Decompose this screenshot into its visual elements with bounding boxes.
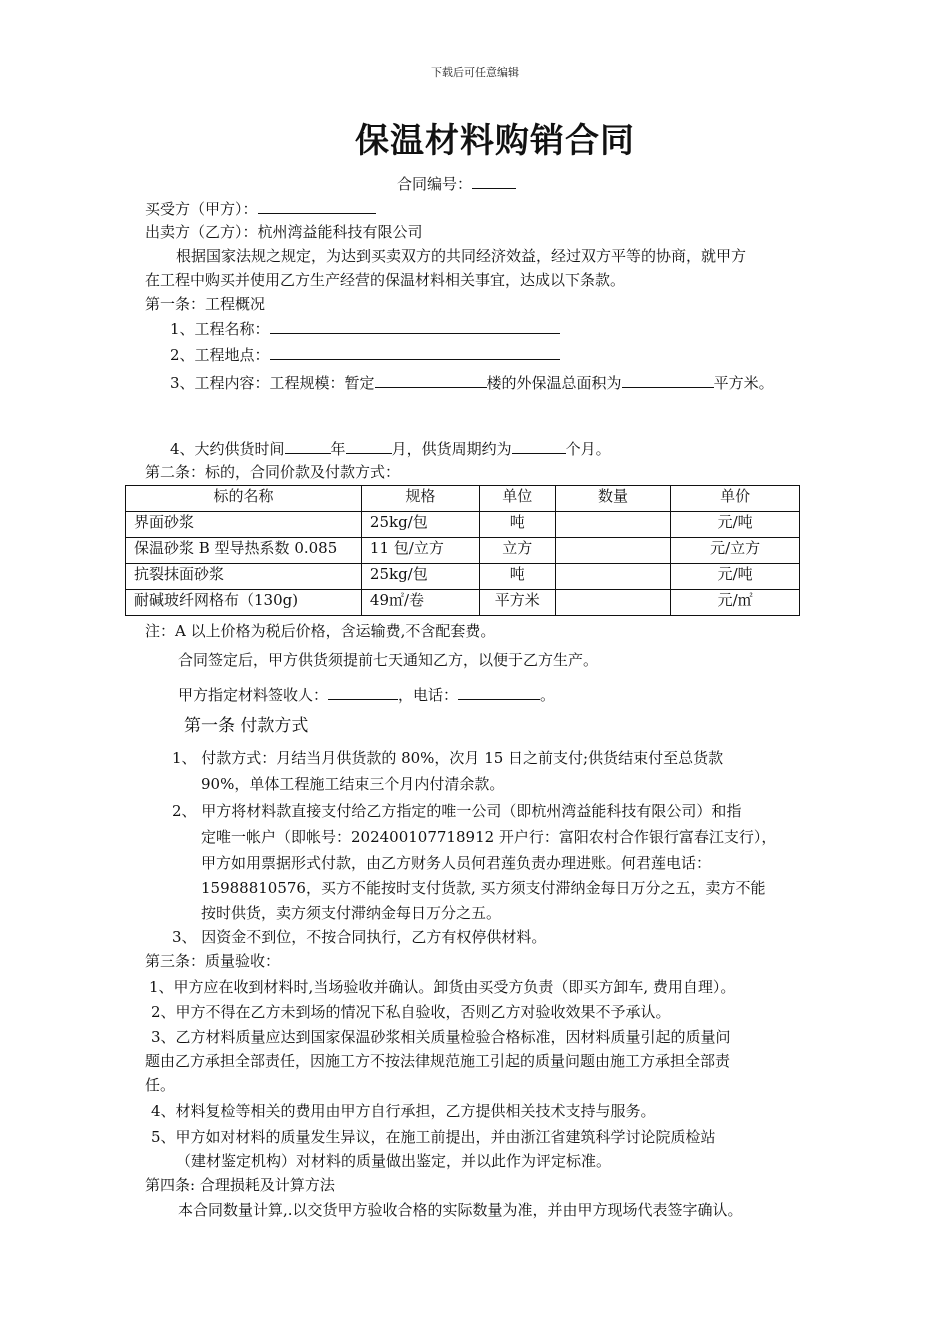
payment-1-line-1: 1、 付款方式：月结当月供货款的 80%，次月 15 日之前支付;供货结束付至总货款	[172, 749, 724, 767]
row-spec: 11 包/立方	[361, 538, 479, 564]
phone-label: ，电话：	[398, 686, 459, 704]
row-unit: 立方	[479, 538, 555, 564]
project-content-line	[170, 372, 774, 393]
table-row	[126, 538, 800, 564]
preamble-line-2: 在工程中购买并使用乙方生产经营的保温材料相关事宜，达成以下条款。	[145, 271, 626, 289]
header-qty: 数量	[555, 486, 671, 512]
table-row	[126, 512, 800, 538]
row-spec: 49㎡/卷	[361, 590, 479, 616]
quality-item-5-line-2: （建材鉴定机构）对材料的质量做出鉴定，并以此作为评定标准。	[176, 1152, 612, 1170]
preamble-line-1: 根据国家法规之规定，为达到买卖双方的共同经济效益，经过双方平等的协商，就甲方	[176, 247, 747, 265]
project-name-blank	[270, 318, 560, 334]
supply-time-line	[170, 438, 611, 459]
project-name-line	[170, 318, 560, 339]
article-4-title: 第四条: 合理损耗及计算方法	[145, 1176, 335, 1194]
article-2-title: 第二条：标的，合同价款及付款方式：	[145, 463, 401, 481]
project-name-label: 1、工程名称：	[170, 320, 270, 338]
month-blank	[346, 438, 392, 454]
price-note: 注：A 以上价格为税后价格，含运输费,不含配套费。	[145, 622, 496, 640]
quality-item-3-line-1: 3、乙方材料质量应达到国家保温砂浆相关质量检验合格标准，因材料质量引起的质量问	[151, 1028, 731, 1046]
project-content-label: 3、工程内容：工程规模：暂定	[170, 374, 375, 392]
year-label: 年	[330, 440, 346, 458]
row-name: 界面砂浆	[126, 512, 362, 538]
receiver-end: 。	[540, 686, 556, 704]
supply-cycle-label: 月，供货周期约为	[391, 440, 512, 458]
row-price: 元/立方	[671, 538, 800, 564]
phone-blank	[458, 684, 540, 700]
row-unit: 吨	[479, 564, 555, 590]
header-note: 下载后可任意编辑	[431, 66, 519, 79]
receiver-line	[178, 684, 555, 705]
row-qty	[555, 564, 671, 590]
article-4-body: 本合同数量计算,.以交货甲方验收合格的实际数量为准，并由甲方现场代表签字确认。	[178, 1201, 743, 1219]
year-blank	[285, 438, 331, 454]
goods-table	[125, 485, 800, 616]
row-price: 元/㎡	[671, 590, 800, 616]
page-title: 保温材料购销合同	[355, 121, 635, 161]
header-price: 单价	[671, 486, 800, 512]
payment-2-line-3: 甲方如用票据形式付款，由乙方财务人员何君莲负责办理进账。何君莲电话：	[201, 854, 712, 872]
row-unit: 吨	[479, 512, 555, 538]
project-content-mid: 楼的外保温总面积为	[486, 374, 622, 392]
quality-item-3-line-3: 任。	[145, 1076, 176, 1094]
row-price: 元/吨	[671, 512, 800, 538]
building-blank	[375, 372, 487, 388]
row-qty	[555, 538, 671, 564]
payment-1-line-2: 90%，单体工程施工结束三个月内付清余款。	[201, 775, 505, 793]
project-location-blank	[270, 344, 560, 360]
area-blank	[622, 372, 714, 388]
row-name: 抗裂抹面砂浆	[126, 564, 362, 590]
quality-item-5-line-1: 5、甲方如对材料的质量发生异议，在施工前提出，并由浙江省建筑科学讨论院质检站	[151, 1128, 716, 1146]
payment-title: 第一条 付款方式	[184, 716, 309, 736]
cycle-blank	[512, 438, 566, 454]
payment-2-line-2: 定唯一帐户（即帐号：202400107718912 开户行：富阳农村合作银行富春江支行），	[201, 828, 777, 846]
article-1-title: 第一条：工程概况	[145, 295, 266, 313]
payment-3: 3、 因资金不到位，不按合同执行，乙方有权停供材料。	[172, 928, 547, 946]
receiver-blank	[328, 684, 398, 700]
contract-number-blank	[472, 173, 516, 189]
row-qty	[555, 590, 671, 616]
row-unit: 平方米	[479, 590, 555, 616]
party-b-line: 出卖方（乙方）：杭州湾益能科技有限公司	[145, 223, 423, 241]
receiver-label: 甲方指定材料签收人：	[178, 686, 329, 704]
quality-item-1: 1、甲方应在收到材料时,当场验收并确认。卸货由买受方负责（即买方卸车, 费用自理）。	[149, 978, 736, 996]
header-name: 标的名称	[126, 486, 362, 512]
row-name: 耐碱玻纤网格布（130g)	[126, 590, 362, 616]
header-spec: 规格	[361, 486, 479, 512]
quality-item-4: 4、材料复检等相关的费用由甲方自行承担，乙方提供相关技术支持与服务。	[151, 1102, 656, 1120]
table-row	[126, 564, 800, 590]
project-content-unit: 平方米。	[713, 374, 774, 392]
contract-number-label: 合同编号：	[397, 175, 473, 193]
supply-notice: 合同签定后，甲方供货须提前七天通知乙方，以便于乙方生产。	[178, 651, 599, 669]
cycle-unit: 个月。	[565, 440, 611, 458]
header-unit: 单位	[479, 486, 555, 512]
article-3-title: 第三条：质量验收：	[145, 952, 281, 970]
row-name: 保温砂浆 B 型导热系数 0.085	[126, 538, 362, 564]
quality-item-3-line-2: 题由乙方承担全部责任，因施工方不按法律规范施工引起的质量问题由施工方承担全部责	[145, 1052, 731, 1070]
quality-item-2: 2、甲方不得在乙方未到场的情况下私自验收，否则乙方对验收效果不予承认。	[151, 1003, 671, 1021]
row-price: 元/吨	[671, 564, 800, 590]
payment-2-line-4: 15988810576，买方不能按时支付货款, 买方须支付滞纳金每日万分之五，卖方不能	[201, 879, 766, 897]
project-location-line	[170, 344, 560, 365]
table-header-row	[126, 486, 800, 512]
party-a-label: 买受方（甲方）：	[145, 200, 258, 218]
row-spec: 25kg/包	[361, 564, 479, 590]
payment-2-line-5: 按时供货，卖方须支付滞纳金每日万分之五。	[201, 904, 502, 922]
row-qty	[555, 512, 671, 538]
party-a-blank	[258, 198, 376, 214]
party-a-line	[145, 198, 376, 219]
contract-number-line	[397, 173, 516, 194]
row-spec: 25kg/包	[361, 512, 479, 538]
table-row	[126, 590, 800, 616]
supply-time-label: 4、大约供货时间	[170, 440, 285, 458]
project-location-label: 2、工程地点：	[170, 346, 270, 364]
payment-2-line-1: 2、 甲方将材料款直接支付给乙方指定的唯一公司（即杭州湾益能科技有限公司）和指	[172, 802, 742, 820]
